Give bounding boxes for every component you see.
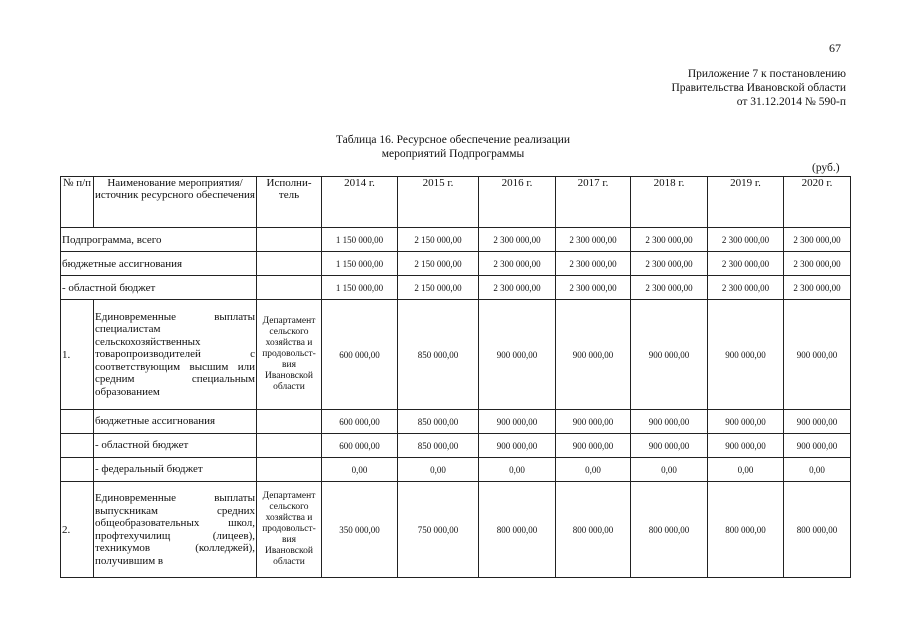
executor-cell xyxy=(257,276,322,300)
value-cell: 2 300 000,00 xyxy=(631,276,708,300)
item-name: Единовременные выплаты специалистам сельскохозяйственных товаропроизводителей с соответствующим высшим или средним специальным образованием xyxy=(94,300,257,410)
value-cell: 2 300 000,00 xyxy=(708,228,784,252)
item-number: 2. xyxy=(61,482,94,578)
table-caption xyxy=(302,133,604,161)
value-cell: 0,00 xyxy=(322,458,398,482)
page-number: 67 xyxy=(829,41,841,55)
col-header-year: 2015 г. xyxy=(398,177,479,228)
value-cell: 2 300 000,00 xyxy=(556,276,631,300)
item-name: Единовременные выплаты выпускникам средних общеобразовательных школ, профтехучилищ (лицеев), техникумов (колледжей), получившим в xyxy=(94,482,257,578)
row-label: - областной бюджет xyxy=(61,276,257,300)
value-cell: 2 300 000,00 xyxy=(556,252,631,276)
value-cell: 900 000,00 xyxy=(479,434,556,458)
value-cell: 900 000,00 xyxy=(556,410,631,434)
value-cell: 0,00 xyxy=(398,458,479,482)
row-label: бюджетные ассигнования xyxy=(61,252,257,276)
table-row-item-1-budget xyxy=(61,410,851,434)
value-cell: 800 000,00 xyxy=(708,482,784,578)
value-cell: 900 000,00 xyxy=(631,410,708,434)
executor-cell xyxy=(257,434,322,458)
value-cell: 2 300 000,00 xyxy=(784,228,851,252)
value-cell: 900 000,00 xyxy=(708,410,784,434)
empty-cell xyxy=(61,434,94,458)
value-cell: 350 000,00 xyxy=(322,482,398,578)
value-cell: 0,00 xyxy=(479,458,556,482)
value-cell: 2 300 000,00 xyxy=(631,228,708,252)
value-cell: 2 300 000,00 xyxy=(479,228,556,252)
value-cell: 2 300 000,00 xyxy=(479,252,556,276)
value-cell: 2 150 000,00 xyxy=(398,252,479,276)
appendix-line-2: Правительства Ивановской области xyxy=(671,82,846,94)
col-header-year: 2016 г. xyxy=(479,177,556,228)
value-cell: 900 000,00 xyxy=(556,300,631,410)
value-cell: 850 000,00 xyxy=(398,410,479,434)
value-cell: 900 000,00 xyxy=(479,300,556,410)
value-cell: 900 000,00 xyxy=(784,434,851,458)
value-cell: 800 000,00 xyxy=(631,482,708,578)
table-row-item-1-regional xyxy=(61,434,851,458)
value-cell: 900 000,00 xyxy=(784,300,851,410)
table-row-subprogram-total xyxy=(61,228,851,252)
executor-cell: Департамент сельского хозяйства и продовольст-вия Ивановской области xyxy=(257,300,322,410)
empty-cell xyxy=(61,458,94,482)
value-cell: 1 150 000,00 xyxy=(322,228,398,252)
value-cell: 0,00 xyxy=(556,458,631,482)
col-header-year: 2018 г. xyxy=(631,177,708,228)
header-row xyxy=(61,177,851,228)
value-cell: 600 000,00 xyxy=(322,300,398,410)
value-cell: 900 000,00 xyxy=(479,410,556,434)
value-cell: 750 000,00 xyxy=(398,482,479,578)
col-header-year: 2017 г. xyxy=(556,177,631,228)
col-header-year: 2019 г. xyxy=(708,177,784,228)
resource-table xyxy=(60,176,851,578)
value-cell: 2 300 000,00 xyxy=(708,276,784,300)
value-cell: 2 300 000,00 xyxy=(708,252,784,276)
col-header-executor: Исполни-тель xyxy=(257,177,322,228)
value-cell: 900 000,00 xyxy=(784,410,851,434)
value-cell: 1 150 000,00 xyxy=(322,276,398,300)
value-cell: 850 000,00 xyxy=(398,300,479,410)
value-cell: 2 300 000,00 xyxy=(784,252,851,276)
executor-cell xyxy=(257,410,322,434)
table-row-item-1 xyxy=(61,300,851,410)
value-cell: 900 000,00 xyxy=(556,434,631,458)
value-cell: 850 000,00 xyxy=(398,434,479,458)
appendix-line-3: от 31.12.2014 № 590-п xyxy=(736,96,846,108)
value-cell: 800 000,00 xyxy=(556,482,631,578)
appendix-note xyxy=(671,67,846,109)
value-cell: 600 000,00 xyxy=(322,434,398,458)
value-cell: 600 000,00 xyxy=(322,410,398,434)
col-header-year: 2014 г. xyxy=(322,177,398,228)
value-cell: 2 300 000,00 xyxy=(784,276,851,300)
value-cell: 2 150 000,00 xyxy=(398,228,479,252)
col-header-num: № п/п xyxy=(61,177,94,228)
table-row-regional-budget xyxy=(61,276,851,300)
table-row-budget-allocations xyxy=(61,252,851,276)
caption-line-2: мероприятий Подпрограммы xyxy=(381,148,525,160)
executor-cell: Департамент сельского хозяйства и продовольст-вия Ивановской области xyxy=(257,482,322,578)
col-header-name: Наименование мероприятия/источник ресурсного обеспечения xyxy=(94,177,257,228)
executor-cell xyxy=(257,252,322,276)
value-cell: 900 000,00 xyxy=(631,300,708,410)
executor-cell xyxy=(257,228,322,252)
empty-cell xyxy=(61,410,94,434)
row-label: - федеральный бюджет xyxy=(94,458,257,482)
value-cell: 2 300 000,00 xyxy=(479,276,556,300)
value-cell: 0,00 xyxy=(784,458,851,482)
row-label: - областной бюджет xyxy=(94,434,257,458)
item-number: 1. xyxy=(61,300,94,410)
value-cell: 2 300 000,00 xyxy=(631,252,708,276)
appendix-line-1: Приложение 7 к постановлению xyxy=(687,68,846,80)
value-cell: 2 150 000,00 xyxy=(398,276,479,300)
value-cell: 900 000,00 xyxy=(708,434,784,458)
value-cell: 0,00 xyxy=(631,458,708,482)
value-cell: 2 300 000,00 xyxy=(556,228,631,252)
table-row-item-2 xyxy=(61,482,851,578)
value-cell: 900 000,00 xyxy=(631,434,708,458)
row-label: Подпрограмма, всего xyxy=(61,228,257,252)
executor-cell xyxy=(257,458,322,482)
value-cell: 800 000,00 xyxy=(784,482,851,578)
table-row-item-1-federal xyxy=(61,458,851,482)
value-cell: 0,00 xyxy=(708,458,784,482)
unit-label: (руб.) xyxy=(812,162,840,174)
value-cell: 900 000,00 xyxy=(708,300,784,410)
value-cell: 1 150 000,00 xyxy=(322,252,398,276)
row-label: бюджетные ассигнования xyxy=(94,410,257,434)
caption-line-1: Таблица 16. Ресурсное обеспечение реализации xyxy=(335,134,571,146)
value-cell: 800 000,00 xyxy=(479,482,556,578)
col-header-year: 2020 г. xyxy=(784,177,851,228)
